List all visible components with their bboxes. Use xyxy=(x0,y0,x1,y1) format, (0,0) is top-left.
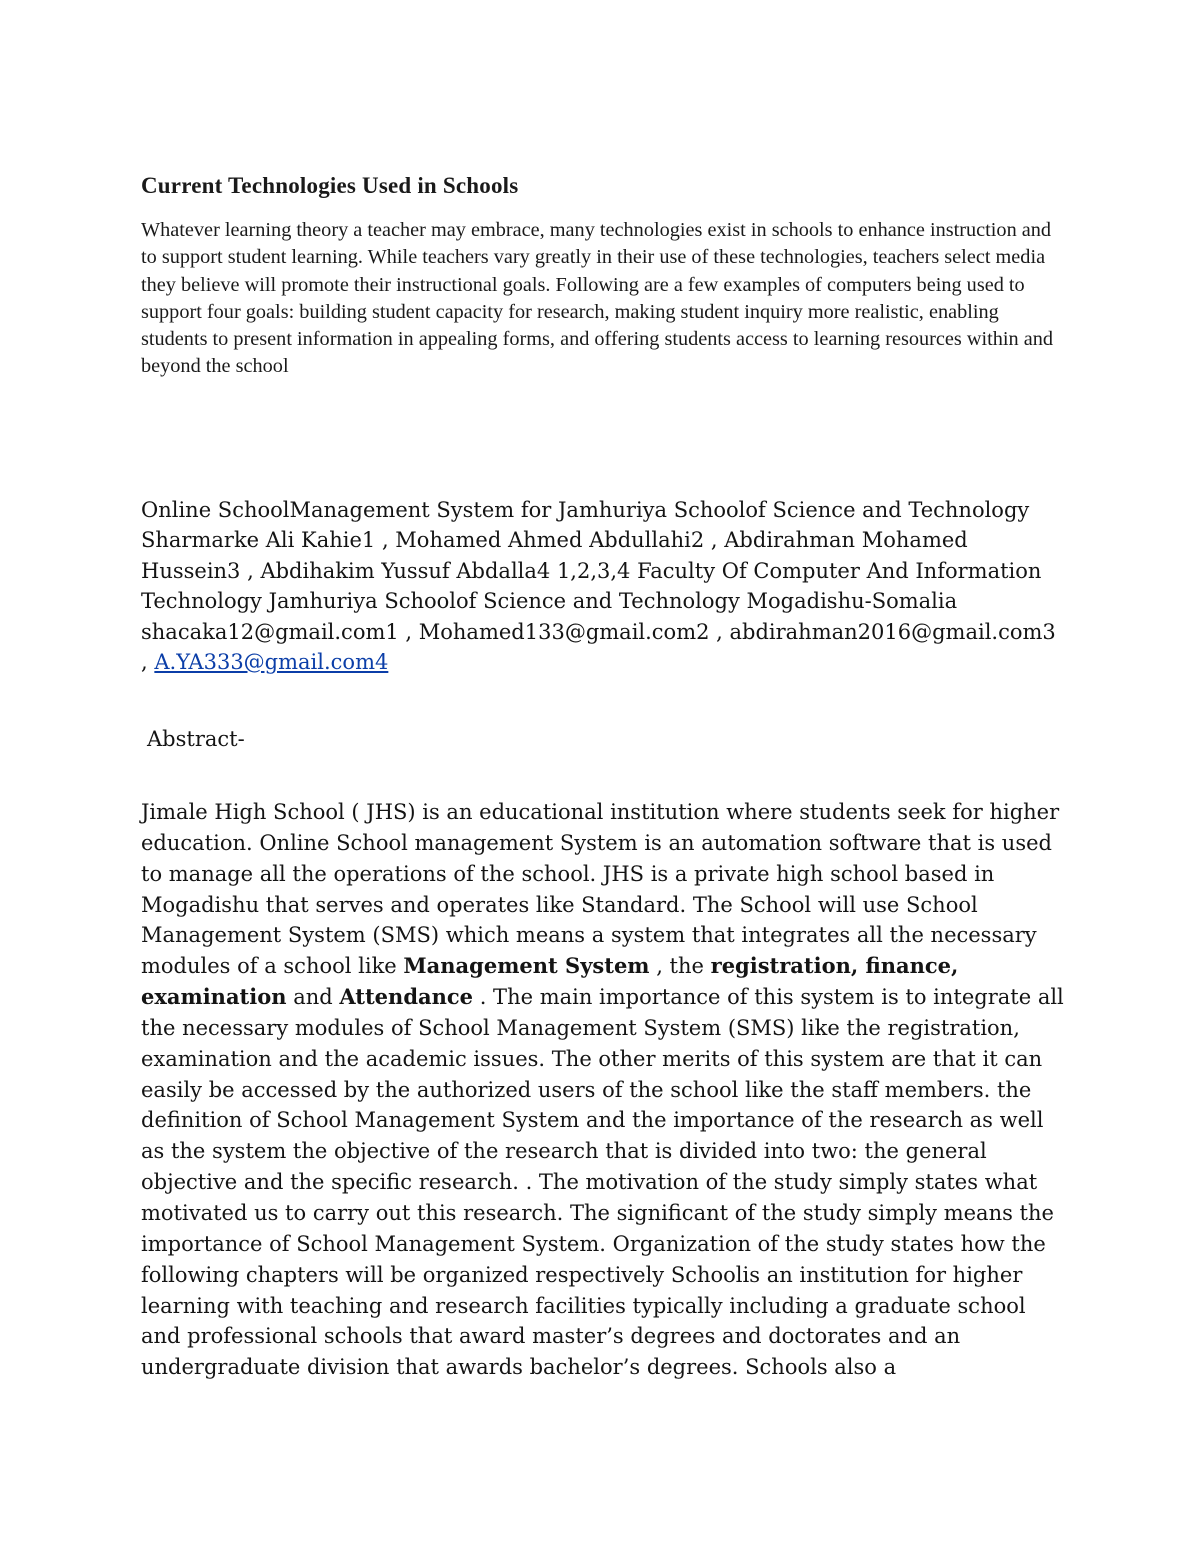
abstract-bold-management: Management System xyxy=(403,953,650,979)
abstract-label: Abstract- xyxy=(147,727,245,751)
paper-title-authors xyxy=(141,495,1066,677)
abstract-text-4: . The main importance of this system is to integrate all the necessary modules of School Management System (SMS) like the registration, examination and the academic issues. The other merits of this system are that it can easily be accessed by the authorized users of the school like the staff members. the definition of School Management System and the importance of the research as well as the system the objective of the research that is divided into two: the general objective and the specific research. . The motivation of the study simply states what motivated us to carry out this research. The significant of the study simply means the importance of School Management System. Organization of the study states how the following chapters will be organized respectively Schoolis an institution for higher learning with teaching and research facilities typically including a graduate school and professional schools that award master’s degrees and doctorates and an undergraduate division that awards bachelor’s degrees. Schools also a xyxy=(141,985,1064,1380)
abstract-text-1: Jimale High School ( JHS) is an educational institution where students seek for higher education. Online School management System is an automation software that is used to manage all the operations of the school. JHS is a private high school based in Mogadishu that serves and operates like Standard. The School will use School Management System (SMS) which means a system that integrates all the necessary modules of a school like xyxy=(141,800,1060,979)
abstract-bold-attendance: Attendance xyxy=(339,984,474,1010)
abstract-paragraph xyxy=(141,797,1066,1383)
abstract-text-3: and xyxy=(286,985,340,1010)
intro-paragraph: Whatever learning theory a teacher may embrace, many technologies exist in schools to enhance instruction and to support student learning. While teachers vary greatly in their use of these technologies, teachers select media they believe will promote their instructional goals. Following are a few examples of computers being used to support four goals: building student capacity for research, making student inquiry more realistic, enabling students to present information in appealing forms, and offering students access to learning resources within and beyond the school xyxy=(141,219,1054,378)
abstract-bold-modules: registration, finance, examination xyxy=(141,953,959,1010)
authors-text: Online SchoolManagement System for Jamhuriya Schoolof Science and Technology Sharmarke Ali Kahie1 , Mohamed Ahmed Abdullahi2 , Abdirahman Mohamed Hussein3 , Abdihakim Yussuf Abdalla4 1,2,3,4 Faculty Of Computer And Information Technology Jamhuriya Schoolof Science and Technology Mogadishu-Somalia shacaka12@gmail.com1 , Mohamed133@gmail.com2 , abdirahman2016@gmail.com3 , xyxy=(141,498,1056,675)
section-heading: Current Technologies Used in Schools xyxy=(141,173,519,198)
abstract-text-2: , the xyxy=(649,954,711,979)
email-link[interactable]: A.YA333@gmail.com4 xyxy=(154,650,389,675)
